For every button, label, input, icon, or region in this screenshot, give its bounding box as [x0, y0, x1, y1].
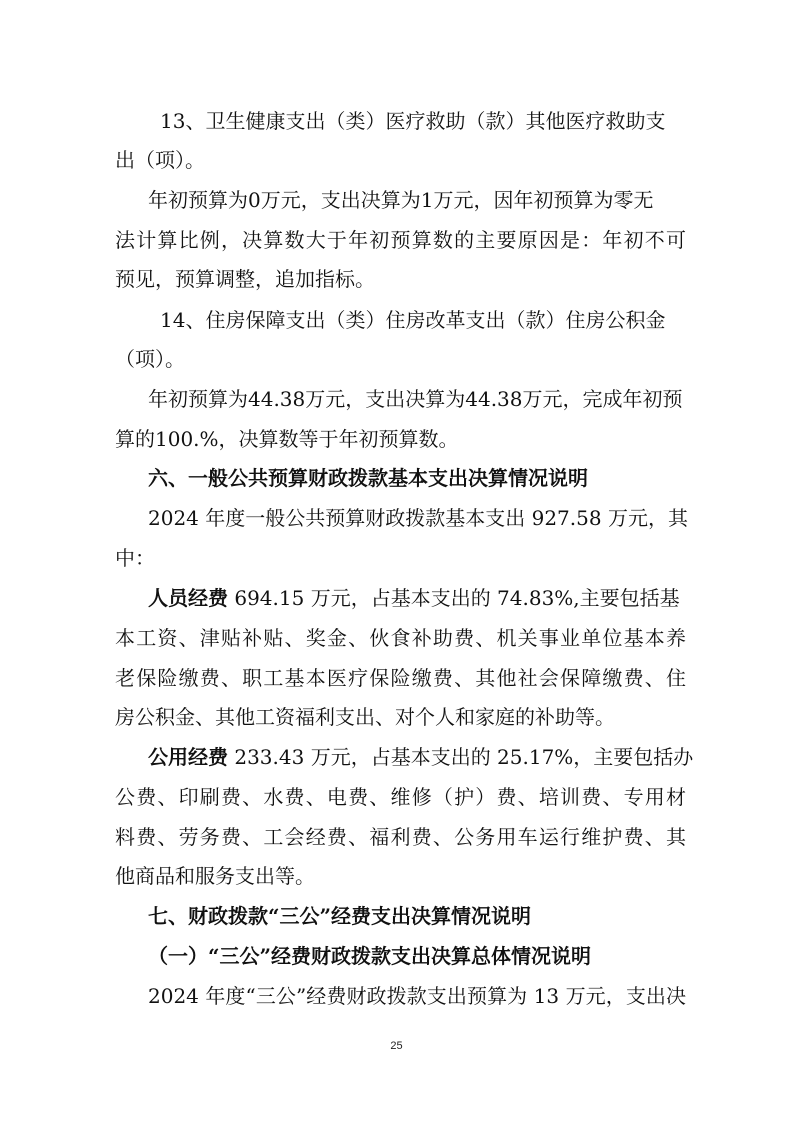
- line-08: 年初预算为44.38万元，支出决算为44.38万元，完成年初预: [148, 387, 683, 411]
- line-11: 2024 年度一般公共预算财政拨款基本支出 927.58 万元，其: [148, 506, 688, 530]
- line-20: 他商品和服务支出等。: [115, 864, 315, 888]
- line-23: 2024 年度“三公”经费财政拨款支出预算为 13 万元，支出决: [148, 984, 686, 1008]
- page-number: 25: [390, 1040, 403, 1052]
- line-19: 料费、劳务费、工会经费、福利费、公务用车运行维护费、其: [115, 825, 686, 849]
- line-13: [148, 584, 680, 612]
- public-cost-text: 233.43 万元，占基本支出的 25.17%，主要包括办: [228, 745, 694, 769]
- line-01: 13、卫生健康支出（类）医疗救助（款）其他医疗救助支: [160, 109, 666, 133]
- line-02: 出（项）。: [115, 148, 205, 172]
- personnel-cost-text: 694.15 万元，占基本支出的 74.83%,主要包括基: [228, 586, 680, 610]
- line-06: 14、住房保障支出（类）住房改革支出（款）住房公积金: [160, 308, 666, 332]
- line-18: 公费、印刷费、水费、电费、维修（护）费、培训费、专用材: [115, 785, 686, 809]
- line-05: 预见，预算调整，追加指标。: [115, 267, 375, 291]
- personnel-cost-label: 人员经费: [148, 586, 228, 610]
- line-07: （项）。: [115, 347, 185, 371]
- line-03: 年初预算为0万元，支出决算为1万元，因年初预算为零无: [148, 188, 654, 212]
- line-12: 中：: [115, 546, 155, 570]
- line-15: 老保险缴费、职工基本医疗保险缴费、其他社会保障缴费、住: [115, 666, 686, 690]
- subsection-heading-1: （一）“三公”经费财政拨款支出决算总体情况说明: [148, 944, 592, 968]
- line-17: [148, 743, 693, 771]
- section-heading-7: 七、财政拨款“三公”经费支出决算情况说明: [148, 904, 532, 928]
- line-14: 本工资、津贴补贴、奖金、伙食补助费、机关事业单位基本养: [115, 626, 686, 650]
- line-04: 法计算比例，决算数大于年初预算数的主要原因是：年初不可: [115, 228, 686, 252]
- line-16: 房公积金、其他工资福利支出、对个人和家庭的补助等。: [115, 705, 615, 729]
- public-cost-label: 公用经费: [148, 745, 228, 769]
- section-heading-6: 六、一般公共预算财政拨款基本支出决算情况说明: [148, 466, 588, 490]
- line-09: 算的100.%，决算数等于年初预算数。: [115, 427, 459, 451]
